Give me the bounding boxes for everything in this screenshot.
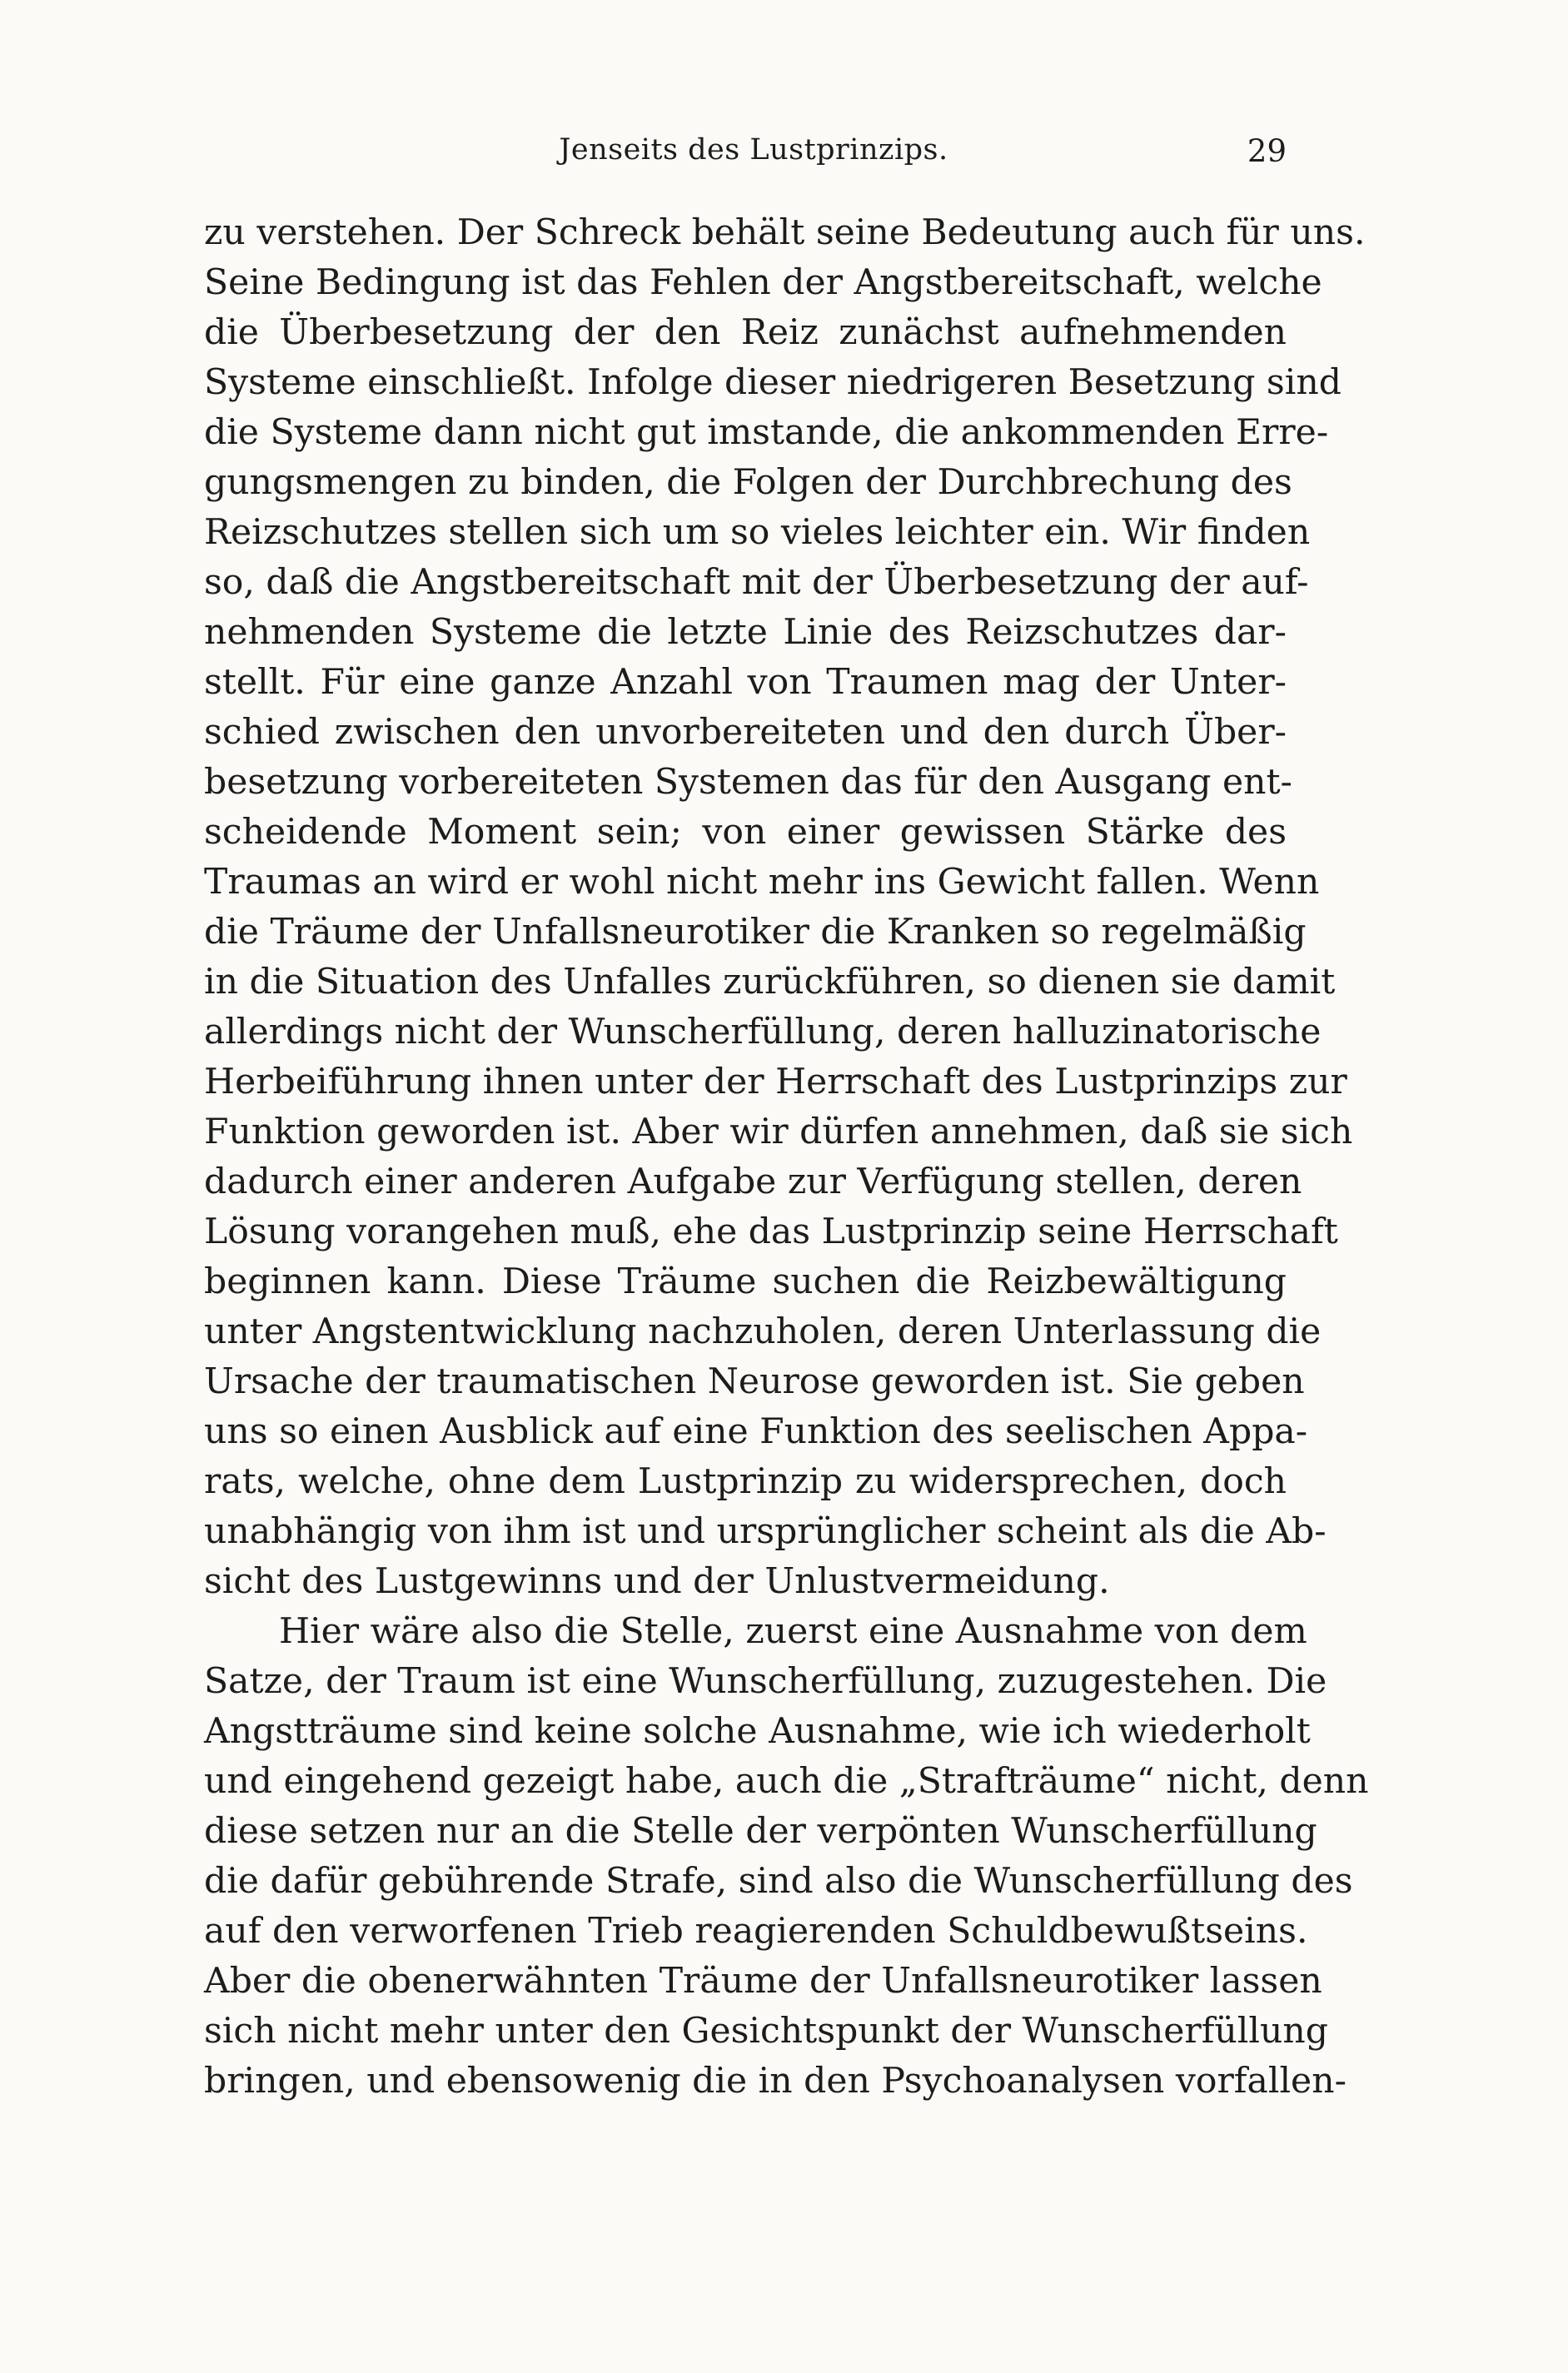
- text-line: dadurch einer anderen Aufgabe zur Verfügung stellen, deren: [204, 1162, 1302, 1202]
- text-line: Systeme einschließt. Infolge dieser niedrigeren Besetzung sind: [204, 362, 1342, 403]
- text-line: Angstträume sind keine solche Ausnahme, wie ich wiederholt: [204, 1711, 1311, 1752]
- text-line: schied zwischen den unvorbereiteten und den durch Über-: [204, 712, 1287, 753]
- running-title: Jenseits des Lustprinzips.: [559, 133, 948, 167]
- text-line: uns so einen Ausblick auf eine Funktion des seelischen Appa-: [204, 1411, 1308, 1452]
- text-line: beginnen kann. Diese Träume suchen die Reizbewältigung: [204, 1261, 1287, 1302]
- text-line: zu verstehen. Der Schreck behält seine Bedeutung auch für uns.: [204, 212, 1366, 253]
- text-line: allerdings nicht der Wunscherfüllung, deren halluzinatorische: [204, 1012, 1322, 1052]
- text-line: Funktion geworden ist. Aber wir dürfen annehmen, daß sie sich: [204, 1112, 1353, 1152]
- text-line: Hier wäre also die Stelle, zuerst eine Ausnahme von dem: [279, 1611, 1307, 1652]
- text-line: stellt. Für eine ganze Anzahl von Traumen mag der Unter-: [204, 662, 1287, 703]
- text-line: die Überbesetzung der den Reiz zunächst aufnehmenden: [204, 312, 1287, 353]
- text-line: und eingehend gezeigt habe, auch die „Strafträume“ nicht, denn: [204, 1761, 1369, 1802]
- text-line: Traumas an wird er wohl nicht mehr ins Gewicht fallen. Wenn: [204, 862, 1320, 903]
- text-line: sicht des Lustgewinns und der Unlustvermeidung.: [204, 1561, 1110, 1602]
- text-line: scheidende Moment sein; von einer gewissen Stärke des: [204, 812, 1287, 853]
- text-line: so, daß die Angstbereitschaft mit der Überbesetzung der auf-: [204, 562, 1309, 603]
- paragraph-2: [204, 1607, 1369, 2107]
- text-line: besetzung vorbereiteten Systemen das für den Ausgang ent-: [204, 762, 1292, 803]
- running-head: [221, 133, 1287, 175]
- text-line: die Träume der Unfallsneurotiker die Kranken so regelmäßig: [204, 912, 1307, 953]
- text-line: Herbeiführung ihnen unter der Herrschaft des Lustprinzips zur: [204, 1062, 1347, 1102]
- text-line: die Systeme dann nicht gut imstande, die ankommenden Erre-: [204, 412, 1329, 453]
- text-line: Reizschutzes stellen sich um so vieles leichter ein. Wir finden: [204, 512, 1311, 553]
- text-line: Seine Bedingung ist das Fehlen der Angstbereitschaft, welche: [204, 262, 1322, 303]
- text-line: gungsmengen zu binden, die Folgen der Durchbrechung des: [204, 462, 1292, 503]
- text-line: nehmenden Systeme die letzte Linie des Reizschutzes dar-: [204, 612, 1287, 653]
- text-line: auf den verworfenen Trieb reagierenden Schuldbewußtseins.: [204, 1911, 1308, 1952]
- body-text: [204, 208, 1369, 2107]
- text-line: in die Situation des Unfalles zurückführen, so dienen sie damit: [204, 962, 1336, 1002]
- text-line: bringen, und ebensowenig die in den Psychoanalysen vorfallen-: [204, 2061, 1346, 2102]
- text-line: Satze, der Traum ist eine Wunscherfüllung, zuzugestehen. Die: [204, 1661, 1327, 1702]
- paragraph-1: [204, 208, 1366, 1607]
- text-line: diese setzen nur an die Stelle der verpönten Wunscherfüllung: [204, 1811, 1317, 1852]
- text-line: Ursache der traumatischen Neurose geworden ist. Sie geben: [204, 1361, 1305, 1402]
- text-line: rats, welche, ohne dem Lustprinzip zu widersprechen, doch: [204, 1461, 1287, 1502]
- text-line: unabhängig von ihm ist und ursprünglicher scheint als die Ab-: [204, 1511, 1327, 1552]
- page-number: 29: [1247, 133, 1287, 169]
- text-line: Aber die obenerwähnten Träume der Unfallsneurotiker lassen: [204, 1961, 1322, 2002]
- text-line: Lösung vorangehen muß, ehe das Lustprinzip seine Herrschaft: [204, 1211, 1338, 1252]
- text-line: sich nicht mehr unter den Gesichtspunkt der Wunscherfüllung: [204, 2011, 1328, 2052]
- text-line: die dafür gebührende Strafe, sind also die Wunscherfüllung des: [204, 1861, 1353, 1902]
- text-line: unter Angstentwicklung nachzuholen, deren Unterlassung die: [204, 1311, 1322, 1352]
